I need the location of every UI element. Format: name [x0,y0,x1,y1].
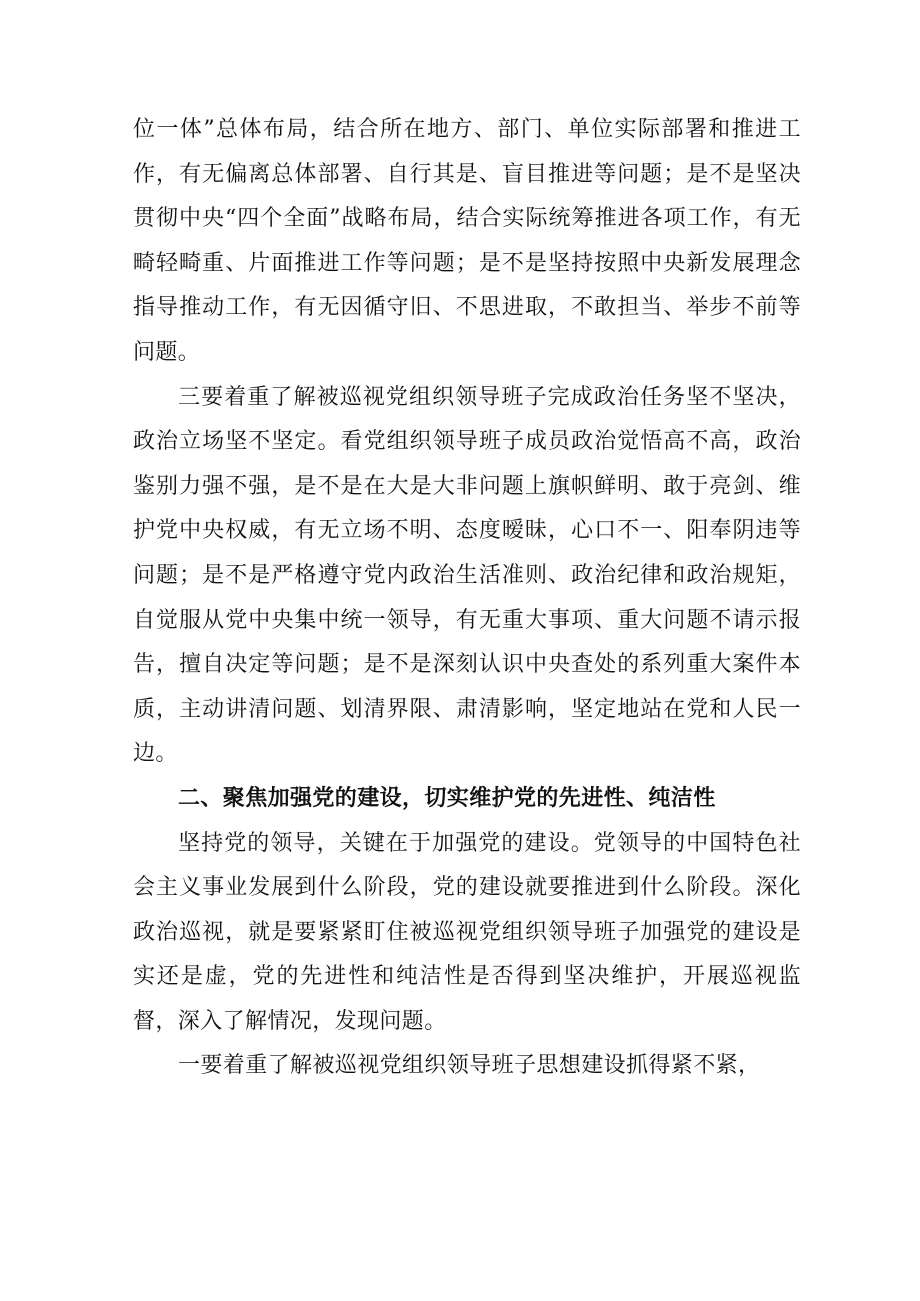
paragraph-three-political-tasks: 三要着重了解被巡视党组织领导班子完成政治任务坚不坚决，政治立场坚不坚定。看党组织领导班子成员政治觉悟高不高，政治鉴别力强不强，是不是在大是大非问题上旗帜鲜明、敢于亮剑、维护党中央权威，有无立场不明、态度暧昧，心口不一、阳奉阴违等问题；是不是严格遵守党内政治生活准则、政治纪律和政治规矩，自觉服从党中央集中统一领导，有无重大事项、重大问题不请示报告，擅自决定等问题；是不是深刻认识中央查处的系列重大案件本质，主动讲清问题、划清界限、肃清影响，坚定地站在党和人民一边。 [133,384,801,767]
paragraph-party-building: 坚持党的领导，关键在于加强党的建设。党领导的中国特色社会主义事业发展到什么阶段，党的建设就要推进到什么阶段。深化政治巡视，就是要紧紧盯住被巡视党组织领导班子加强党的建设是实还是虚，党的先进性和纯洁性是否得到坚决维护，开展巡视监督，深入了解情况，发现问题。 [133,830,801,1034]
paragraph-one-ideological-building: 一要着重了解被巡视党组织领导班子思想建设抓得紧不紧， [178,1053,761,1079]
paragraph-continuation: 位一体”总体布局，结合所在地方、部门、单位实际部署和推进工作，有无偏离总体部署、自行其是、盲目推进等问题；是不是坚决贯彻中央“四个全面”战略布局，结合实际统筹推进各项工作，有无畸轻畸重、片面推进工作等问题；是不是坚持按照中央新发展理念指导推动工作，有无因循守旧、不思进取，不敢担当、举步不前等问题。 [133,117,801,365]
document-body [133,108,801,1089]
section-heading-two: 二、聚焦加强党的建设，切实维护党的先进性、纯洁性 [178,785,716,811]
